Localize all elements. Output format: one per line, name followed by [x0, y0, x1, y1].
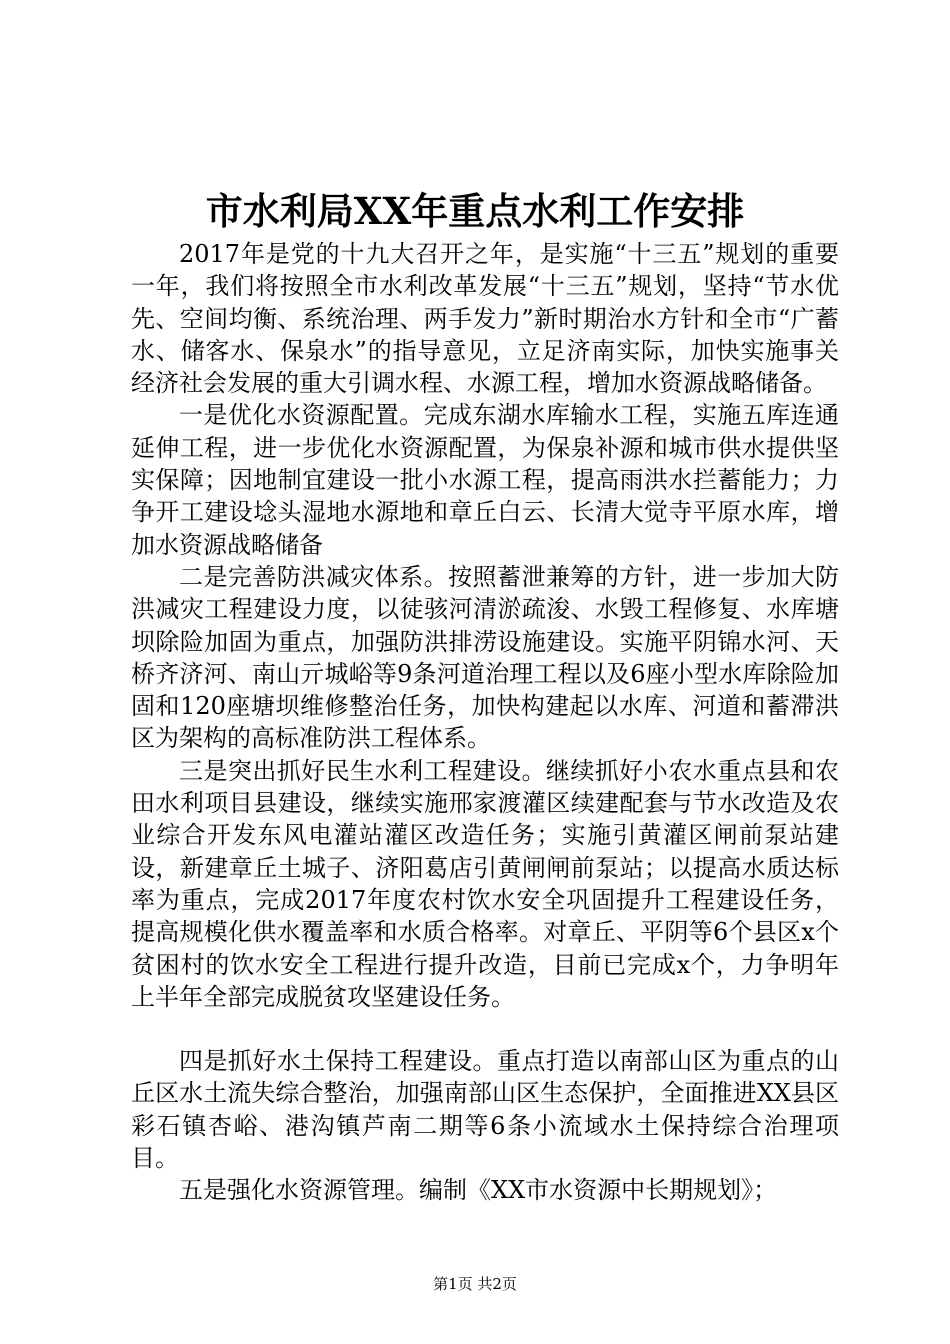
paragraph-water-allocation: 一是优化水资源配置。完成东湖水库输水工程，实施五库连通延伸工程，进一步优化水资源配置，为保泉补源和城市供水提供坚实保障；因地制宜建设一批小水源工程，提高雨洪水拦蓄能力；力争开工建设埝头湿地水源地和章丘白云、长清大觉寺平原水库，增加水资源战略储备: [131, 401, 839, 559]
document-title: 市水利局XX年重点水利工作安排: [205, 189, 745, 233]
paragraph-livelihood-water: 三是突出抓好民生水利工程建设。继续抓好小农水重点县和农田水利项目县建设，继续实施邢家渡灌区续建配套与节水改造及农业综合开发东风电灌站灌区改造任务；实施引黄灌区闸前泵站建设，新建章丘土城子、济阳葛店引黄闸闸前泵站；以提高水质达标率为重点，完成2017年度农村饮水安全巩固提升工程建设任务，提高规模化供水覆盖率和水质合格率。对章丘、平阴等6个县区x个贫困村的饮水安全工程进行提升改造，目前已完成x个，力争明年上半年全部完成脱贫攻坚建设任务。: [131, 756, 839, 1011]
page-footer: 第1页 共2页: [433, 1275, 517, 1293]
paragraph-soil-conservation: 四是抓好水土保持工程建设。重点打造以南部山区为重点的山丘区水土流失综合整治，加强南部山区生态保护，全面推进XX县区彩石镇杏峪、港沟镇芦南二期等6条小流域水土保持综合治理项目。: [131, 1047, 839, 1173]
paragraph-flood-control: 二是完善防洪减灾体系。按照蓄泄兼筹的方针，进一步加大防洪减灾工程建设力度，以徒骇河清淤疏浚、水毁工程修复、水库塘坝除险加固为重点，加强防洪排涝设施建设。实施平阴锦水河、天桥齐济河、南山亓城峪等9条河道治理工程以及6座小型水库除险加固和120座塘坝维修整治任务，加快构建起以水库、河道和蓄滞洪区为架构的高标准防洪工程体系。: [131, 562, 839, 753]
document-body: [131, 238, 839, 1207]
paragraph-water-management: 五是强化水资源管理。编制《XX市水资源中长期规划》；: [179, 1176, 778, 1205]
paragraph-intro: 2017年是党的十九大召开之年，是实施“十三五”规划的重要一年，我们将按照全市水利改革发展“十三五”规划，坚持“节水优先、空间均衡、系统治理、两手发力”新时期治水方针和全市“广蓄水、储客水、保泉水”的指导意见，立足济南实际，加快实施事关经济社会发展的重大引调水程、水源工程，增加水资源战略储备。: [131, 240, 839, 398]
